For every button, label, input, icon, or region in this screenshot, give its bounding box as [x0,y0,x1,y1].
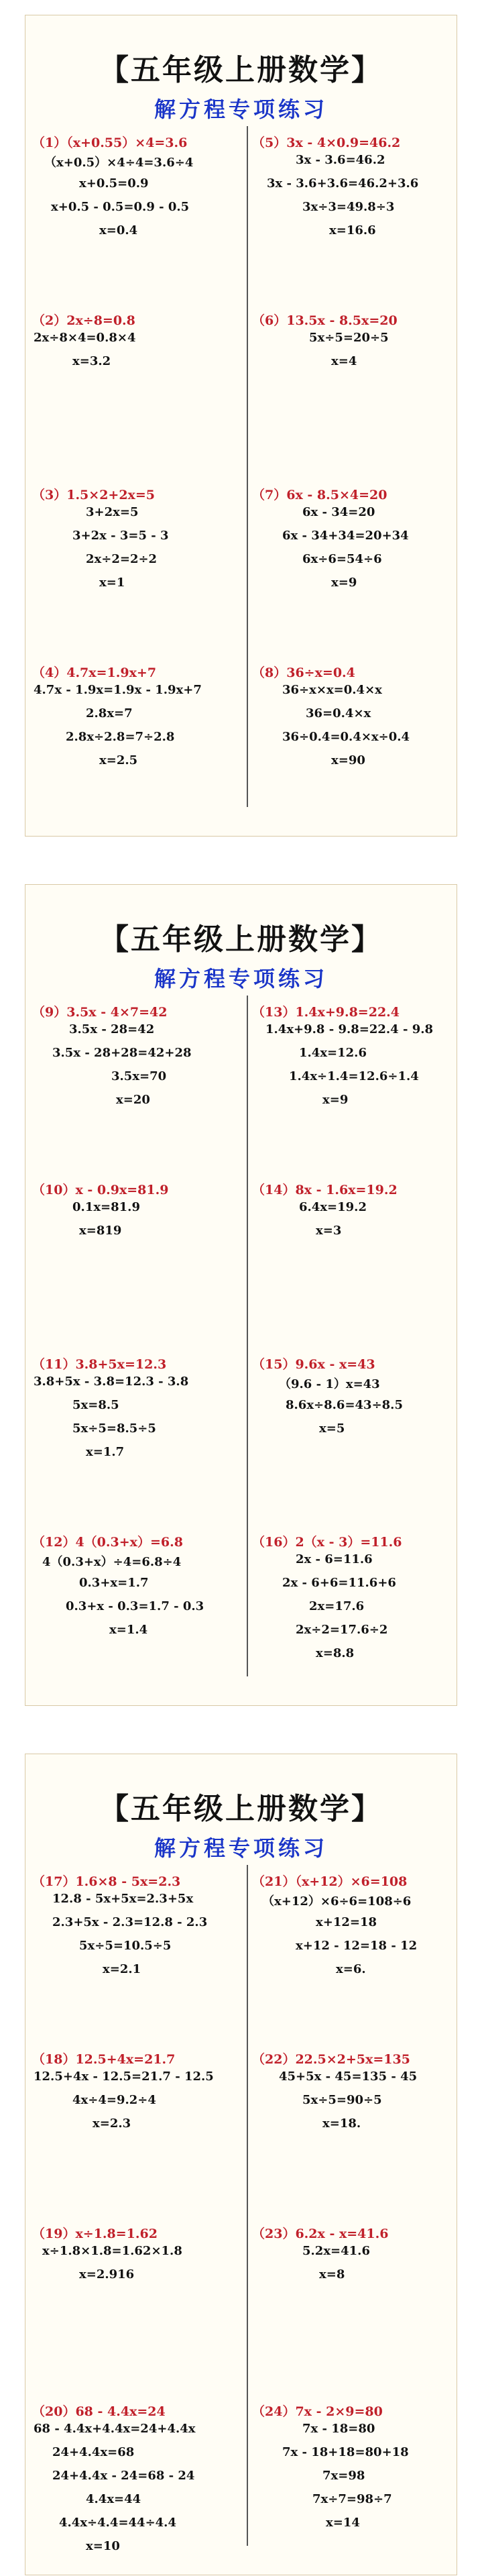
solution-step: 7x÷7=98÷7 [312,2492,392,2506]
problem-equation: （21）（x+12）×6=108 [252,1874,408,1889]
problem-equation: （13）1.4x+9.8=22.4 [252,1005,400,1020]
problem-equation: （2）2x÷8=0.8 [32,313,135,328]
problem-equation: （5）3x - 4×0.9=46.2 [252,136,401,150]
solution-step: 45+5x - 45=135 - 45 [279,2070,418,2084]
solution-step: 4.4x÷4.4=44÷4.4 [59,2516,176,2530]
solution-step: 36=0.4×x [306,706,371,720]
solution-step: x=2.1 [103,1962,141,1976]
solution-step: 1.4x=12.6 [299,1046,367,1060]
worksheet-sheet [25,1754,457,2575]
solution-step: x=1.7 [86,1445,125,1459]
solution-step: x=1 [99,576,125,590]
solution-step: 3.5x=70 [111,1069,167,1083]
solution-step: x=9 [331,576,357,590]
solution-step: 7x - 18=80 [302,2422,375,2436]
solution-step: 3x - 3.6=46.2 [296,153,385,167]
column-divider [247,1865,248,2546]
solution-step: 3x - 3.6+3.6=46.2+3.6 [267,176,419,191]
problem-equation: （8）36÷x=0.4 [252,665,355,680]
problem-equation: （1）（x+0.55）×4=3.6 [32,136,188,150]
solution-step: x=819 [79,1224,122,1238]
problem-equation: （16）2（x - 3）=11.6 [252,1535,402,1550]
solution-step: x=4 [331,354,357,368]
solution-step: x=14 [326,2516,360,2530]
worksheet-sheet [25,884,457,1706]
solution-step: 1.4x÷1.4=12.6÷1.4 [289,1069,419,1083]
solution-step: 36÷0.4=0.4×x÷0.4 [282,730,410,744]
solution-step: 2x - 6=11.6 [296,1552,373,1566]
solution-step: 6x - 34=20 [302,505,375,519]
solution-step: 2x - 6+6=11.6+6 [282,1576,396,1590]
solution-step: 2.3+5x - 2.3=12.8 - 2.3 [52,1915,208,1929]
solution-step: 3.5x - 28+28=42+28 [52,1046,192,1060]
problem-equation: （18）12.5+4x=21.7 [32,2052,176,2067]
problem-equation: （10）x - 0.9x=81.9 [32,1183,169,1197]
column-divider [247,126,248,807]
problem-equation: （24）7x - 2×9=80 [252,2404,383,2419]
problem-equation: （15）9.6x - x=43 [252,1357,375,1372]
solution-step: 3+2x - 3=5 - 3 [72,529,169,543]
solution-step: x=2.3 [93,2116,131,2131]
worksheet-sheet [25,15,457,837]
problem-equation: （9）3.5x - 4×7=42 [32,1005,168,1020]
sheet-title: 【五年级上册数学】 [99,53,383,87]
solution-step: 24+4.4x - 24=68 - 24 [52,2469,195,2483]
solution-step: （9.6 - 1）x=43 [279,1377,380,1391]
solution-step: x=2.916 [79,2267,135,2282]
solution-step: x=9 [322,1093,349,1107]
solution-step: 4.7x - 1.9x=1.9x - 1.9x+7 [34,683,202,697]
solution-step: 6.4x=19.2 [299,1200,367,1214]
sheet-title: 【五年级上册数学】 [99,922,383,957]
solution-step: 2x÷2=17.6÷2 [296,1623,388,1637]
solution-step: x=90 [331,753,365,767]
solution-step: 0.1x=81.9 [72,1200,140,1214]
solution-step: 0.3+x=1.7 [79,1576,149,1590]
solution-step: 0.3+x - 0.3=1.7 - 0.3 [66,1599,204,1613]
problem-equation: （3）1.5×2+2x=5 [32,488,156,502]
solution-step: x=6. [336,1962,366,1976]
solution-step: 24+4.4x=68 [52,2445,135,2459]
solution-step: 5x÷5=10.5÷5 [79,1939,172,1953]
solution-step: 2.8x÷2.8=7÷2.8 [66,730,175,744]
solution-step: 3+2x=5 [86,505,139,519]
problem-equation: （6）13.5x - 8.5x=20 [252,313,398,328]
solution-step: 68 - 4.4x+4.4x=24+4.4x [34,2422,196,2436]
solution-step: 12.8 - 5x+5x=2.3+5x [52,1892,194,1906]
solution-step: 3.8+5x - 3.8=12.3 - 3.8 [34,1375,189,1389]
solution-step: x=1.4 [109,1623,148,1637]
solution-step: 7x - 18+18=80+18 [282,2445,409,2459]
problem-equation: （23）6.2x - x=41.6 [252,2226,389,2241]
solution-step: 2x=17.6 [309,1599,365,1613]
solution-step: x=3.2 [72,354,111,368]
sheet-subtitle: 解方程专项练习 [154,97,328,122]
problem-equation: （19）x÷1.8=1.62 [32,2226,158,2241]
solution-step: 1.4x+9.8 - 9.8=22.4 - 9.8 [265,1022,434,1036]
solution-step: x=16.6 [329,223,376,237]
solution-step: 12.5+4x - 12.5=21.7 - 12.5 [34,2070,214,2084]
solution-step: 5x÷5=20÷5 [309,331,389,345]
problem-equation: （22）22.5×2+5x=135 [252,2052,410,2067]
solution-step: 6x - 34+34=20+34 [282,529,409,543]
solution-step: 6x÷6=54÷6 [302,552,382,566]
solution-step: 4x÷4=9.2÷4 [72,2093,156,2107]
solution-step: x=5 [319,1421,345,1436]
solution-step: 3.5x - 28=42 [69,1022,155,1036]
solution-step: 5x=8.5 [72,1398,119,1412]
problem-equation: （20）68 - 4.4x=24 [32,2404,166,2419]
solution-step: 2x÷2=2÷2 [86,552,158,566]
problem-equation: （7）6x - 8.5×4=20 [252,488,387,502]
solution-step: （x+0.5）×4÷4=3.6÷4 [44,156,194,170]
solution-step: x=8 [319,2267,345,2282]
solution-step: x=20 [116,1093,150,1107]
problem-equation: （12）4（0.3+x）=6.8 [32,1535,183,1550]
solution-step: 4.4x=44 [86,2492,141,2506]
solution-step: x=8.8 [316,1646,355,1660]
solution-step: 2.8x=7 [86,706,133,720]
solution-step: 5.2x=41.6 [302,2244,370,2258]
solution-step: （x+12）×6÷6=108÷6 [262,1894,412,1909]
solution-step: 36÷x×x=0.4×x [282,683,382,697]
problem-equation: （11）3.8+5x=12.3 [32,1357,167,1372]
solution-step: x÷1.8×1.8=1.62×1.8 [42,2244,182,2258]
solution-step: 5x÷5=8.5÷5 [72,1421,156,1436]
solution-step: x=2.5 [99,753,138,767]
solution-step: x+0.5 - 0.5=0.9 - 0.5 [51,200,190,214]
solution-step: 3x÷3=49.8÷3 [302,200,395,214]
column-divider [247,996,248,1676]
solution-step: 4（0.3+x）÷4=6.8÷4 [42,1555,182,1569]
sheet-subtitle: 解方程专项练习 [154,1835,328,1861]
solution-step: x=3 [316,1224,342,1238]
solution-step: x=0.4 [99,223,138,237]
problem-equation: （14）8x - 1.6x=19.2 [252,1183,398,1197]
solution-step: x=10 [86,2539,120,2553]
sheet-subtitle: 解方程专项练习 [154,966,328,991]
solution-step: x+12 - 12=18 - 12 [296,1939,418,1953]
problem-equation: （17）1.6×8 - 5x=2.3 [32,1874,181,1889]
solution-step: 7x=98 [322,2469,365,2483]
solution-step: 5x÷5=90÷5 [302,2093,382,2107]
solution-step: 8.6x÷8.6=43÷8.5 [286,1398,403,1412]
solution-step: x=18. [322,2116,361,2131]
solution-step: x+0.5=0.9 [79,176,149,191]
problem-equation: （4）4.7x=1.9x+7 [32,665,157,680]
solution-step: 2x÷8×4=0.8×4 [34,331,136,345]
solution-step: x+12=18 [316,1915,377,1929]
sheet-title: 【五年级上册数学】 [99,1792,383,1826]
